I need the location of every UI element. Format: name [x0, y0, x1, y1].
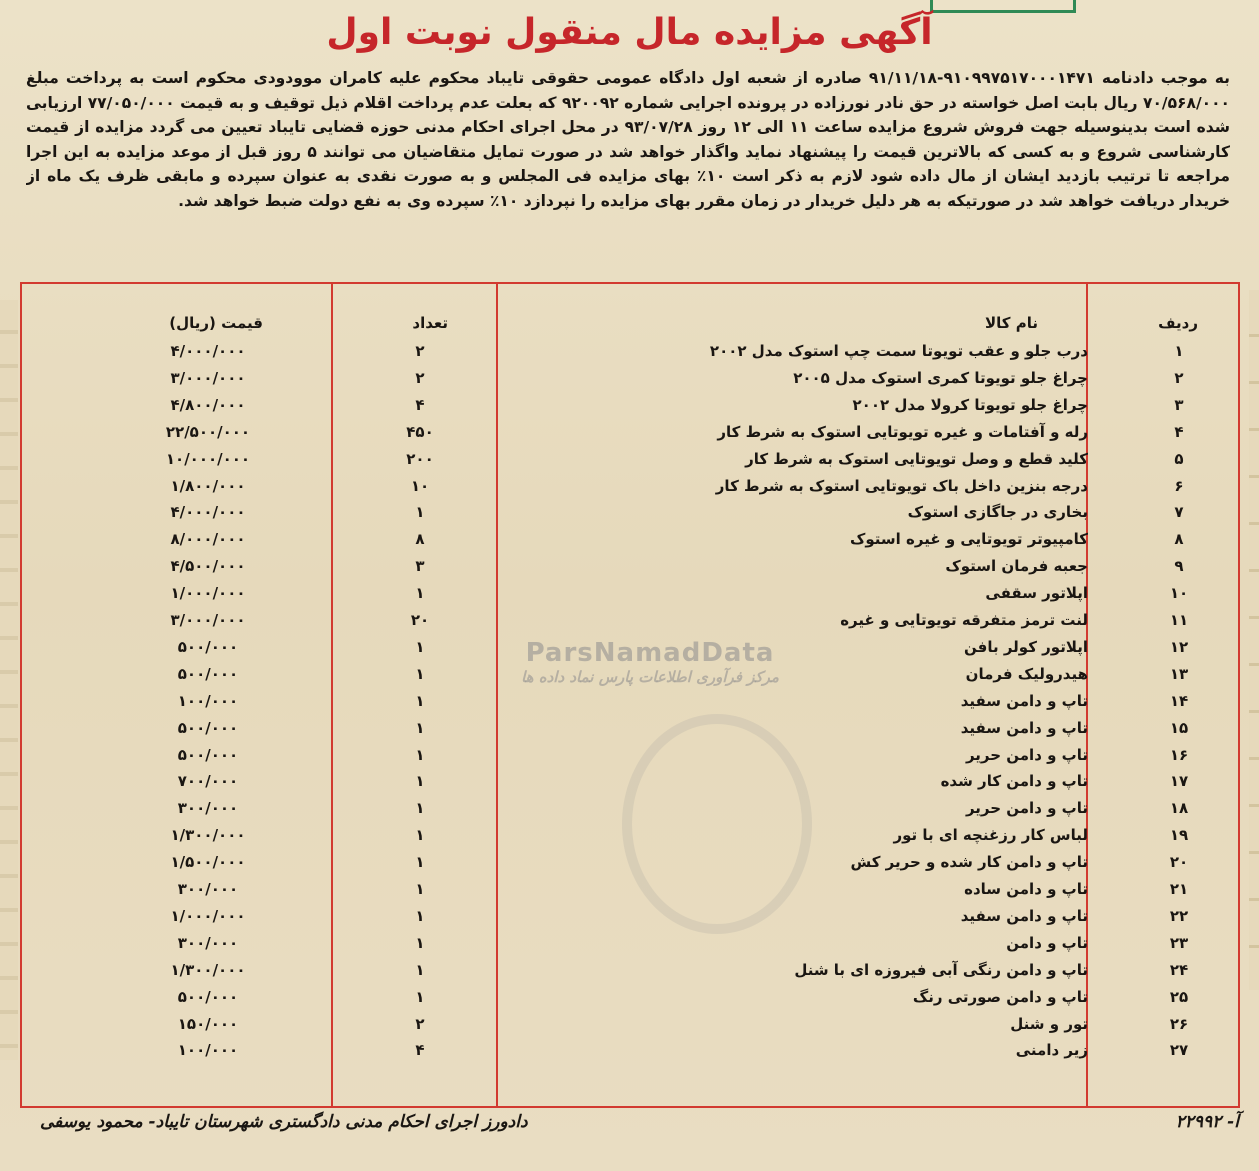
row-price: ۵۰۰/۰۰۰: [177, 718, 239, 737]
table-row: [22, 930, 1238, 956]
row-name: کامپیوتر تویوتایی و غیره استوک: [850, 530, 1088, 549]
row-qty: ۲: [415, 368, 425, 387]
row-qty: ۱: [415, 933, 425, 952]
row-idx: ۹: [1174, 557, 1184, 576]
table-row: [22, 607, 1238, 633]
row-name: تاپ و دامن ساده: [964, 880, 1088, 898]
row-name: لباس کار رزغنچه ای با تور: [893, 826, 1088, 845]
table-row: [22, 392, 1238, 418]
row-qty: ۱: [415, 960, 425, 979]
row-idx: ۱۱: [1169, 611, 1189, 629]
table-row: [22, 715, 1238, 741]
row-name: بخاری در جاگازی استوک: [907, 503, 1088, 522]
table-row: [22, 365, 1238, 391]
row-price: ۱۰۰/۰۰۰: [177, 691, 239, 710]
row-name: لنت ترمز متفرقه تویوتایی و غیره: [840, 611, 1088, 629]
table-row: [22, 473, 1238, 499]
row-qty: ۱۰: [410, 476, 430, 495]
row-idx: ۱۳: [1169, 664, 1189, 683]
table-row: [22, 499, 1238, 525]
row-qty: ۴: [415, 395, 425, 414]
row-price: ۴/۸۰۰/۰۰۰: [170, 395, 246, 414]
row-price: ۲۲/۵۰۰/۰۰۰: [165, 422, 251, 441]
row-qty: ۳: [415, 557, 425, 576]
row-qty: ۸: [415, 530, 425, 549]
right-edge-scrap: [1249, 290, 1259, 990]
row-idx: ۱۶: [1169, 745, 1189, 764]
row-idx: ۳: [1174, 395, 1184, 414]
row-price: ۸/۰۰۰/۰۰۰: [170, 530, 246, 549]
row-idx: ۱۰: [1169, 584, 1189, 603]
table-row: [22, 1011, 1238, 1037]
intro-paragraph: به موجب دادنامه ۹۱۰۹۹۷۵۱۷۰۰۰۱۴۷۱-۹۱/۱۱/۱۸ صادره از شعبه اول دادگاه عمومی حقوقی تایباد محکوم علیه کامران موودودی محکوم است به پرداخت مبلغ ۷۰/۵۶۸/۰۰۰ ریال بابت اصل خواسته در حق نادر نورزاده در پرونده اجرایی شماره ۹۲۰۰۹۲ که بعلت عدم پرداخت اقلام ذیل توقیف و به قیمت ۷۷/۰۵۰/۰۰۰ ارزیابی شده است بدینوسیله جهت فروش شروع مزایده ساعت ۱۱ الی ۱۲ روز ۹۳/۰۷/۲۸ در محل اجرای احکام مدنی حوزه قضایی تایباد تعیین می گردد مزایده از قیمت کارشناسی شروع و به کسی که بالاترین قیمت را پیشنهاد نماید واگذار خواهد شد در صورت تمایل متقاضیان می توانند ۵ روز قبل از موعد مزایده به این اجرا مراجعه تا ترتیب بازدید ایشان از مال داده شود لازم به ذکر است ۱۰٪ بهای مزایده فی المجلس و به صورت نقدی به عنوان سپرده و مابقی ظرف یک ماه از خریدار دریافت خواهد شد در صورتیکه به هر دلیل خریدار در زمان مقرر بهای مزایده را نپردازد ۱۰٪ سپرده وی به نفع دولت ضبط خواهد شد.: [26, 69, 1230, 210]
row-idx: ۲۲: [1169, 906, 1189, 925]
row-name: تاپ و دامن حریر: [965, 745, 1088, 764]
row-price: ۱۰/۰۰۰/۰۰۰: [165, 449, 251, 468]
row-qty: ۱: [415, 853, 425, 872]
table-row: [22, 742, 1238, 768]
row-idx: ۲۴: [1169, 960, 1189, 979]
row-name: جعبه فرمان استوک: [945, 557, 1088, 576]
row-price: ۱۵۰/۰۰۰: [177, 1014, 239, 1033]
row-price: ۱/۰۰۰/۰۰۰: [170, 584, 246, 603]
table-row: [22, 446, 1238, 472]
row-price: ۱/۳۰۰/۰۰۰: [170, 960, 246, 979]
row-price: ۱/۸۰۰/۰۰۰: [170, 476, 246, 495]
row-qty: ۱: [415, 691, 425, 710]
row-idx: ۵: [1174, 449, 1184, 468]
table-row: [22, 984, 1238, 1010]
table-row: [22, 419, 1238, 445]
row-name: تاپ و دامن کار شده و حریر کش: [850, 853, 1088, 872]
row-idx: ۱۵: [1169, 718, 1189, 737]
row-price: ۱۰۰/۰۰۰: [177, 1041, 239, 1060]
row-name: تاپ و دامن کار شده: [940, 772, 1088, 791]
header-price: قیمت (ریال): [169, 314, 263, 332]
row-name: زیر دامنی: [1015, 1041, 1088, 1060]
row-idx: ۲۳: [1169, 933, 1189, 952]
row-price: ۵۰۰/۰۰۰: [177, 987, 239, 1006]
header-name: نام کالا: [984, 314, 1038, 332]
row-price: ۱/۳۰۰/۰۰۰: [170, 826, 246, 845]
row-idx: ۲۷: [1169, 1041, 1189, 1060]
row-name: تاپ و دامن سفید: [960, 906, 1088, 925]
table-row: [22, 903, 1238, 929]
row-name: هیدرولیک فرمان: [965, 664, 1088, 683]
row-qty: ۱: [415, 637, 425, 656]
row-qty: ۲۰: [410, 611, 430, 629]
row-qty: ۱: [415, 906, 425, 925]
header-idx: ردیف: [1158, 314, 1198, 332]
table-row: [22, 876, 1238, 902]
row-price: ۳۰۰/۰۰۰: [177, 880, 239, 898]
ad-code: آ- ۲۲۹۹۲: [1175, 1112, 1239, 1132]
row-idx: ۲۵: [1169, 987, 1189, 1006]
row-idx: ۲۰: [1169, 853, 1189, 872]
row-qty: ۱: [415, 718, 425, 737]
row-idx: ۲۶: [1169, 1014, 1189, 1033]
row-idx: ۶: [1174, 476, 1184, 495]
row-qty: ۱: [415, 799, 425, 818]
row-qty: ۱: [415, 880, 425, 898]
row-name: درجه بنزین داخل باک تویوتایی استوک به شرط کار: [715, 476, 1088, 495]
row-idx: ۷: [1174, 503, 1184, 522]
row-idx: ۲: [1174, 368, 1184, 387]
row-name: تور و شنل: [1010, 1014, 1088, 1033]
footer: [20, 1112, 1239, 1142]
row-price: ۴/۰۰۰/۰۰۰: [170, 503, 246, 522]
row-name: تاپ و دامن حریر: [965, 799, 1088, 818]
row-idx: ۱۲: [1169, 637, 1189, 656]
row-price: ۳/۰۰۰/۰۰۰: [170, 368, 246, 387]
row-price: ۵۰۰/۰۰۰: [177, 745, 239, 764]
row-price: ۴/۵۰۰/۰۰۰: [170, 557, 246, 576]
table-row: [22, 957, 1238, 983]
row-price: ۵۰۰/۰۰۰: [177, 637, 239, 656]
row-name: چراغ جلو تویوتا کرولا مدل ۲۰۰۲: [852, 395, 1088, 414]
row-price: ۳/۰۰۰/۰۰۰: [170, 611, 246, 629]
header-qty: تعداد: [412, 314, 448, 332]
left-edge-scrap: [0, 300, 18, 1060]
row-name: درب جلو و عقب تویوتا سمت چپ استوک مدل ۲۰۰۲: [709, 342, 1088, 360]
row-name: اپلاتور کولر بافن: [964, 637, 1088, 656]
table-row: [22, 688, 1238, 714]
watermark-latin: ParsNamadData: [525, 638, 775, 668]
row-idx: ۲۱: [1169, 880, 1189, 898]
row-price: ۳۰۰/۰۰۰: [177, 799, 239, 818]
table-row: [22, 580, 1238, 606]
row-qty: ۴۵۰: [406, 422, 434, 441]
row-price: ۱/۰۰۰/۰۰۰: [170, 906, 246, 925]
row-idx: ۱۷: [1169, 772, 1189, 791]
row-idx: ۱: [1174, 342, 1184, 360]
signature-line: دادورز اجرای احکام مدنی دادگستری شهرستان تایباد- محمود یوسفی: [40, 1112, 528, 1132]
row-idx: ۱۸: [1169, 799, 1189, 818]
row-price: ۳۰۰/۰۰۰: [177, 933, 239, 952]
row-idx: ۸: [1174, 530, 1184, 549]
row-qty: ۱: [415, 664, 425, 683]
row-qty: ۱: [415, 745, 425, 764]
row-idx: ۱۹: [1169, 826, 1189, 845]
watermark: [480, 638, 820, 686]
row-name: تاپ و دامن: [1006, 933, 1088, 952]
row-qty: ۲: [415, 342, 425, 360]
table-row: [22, 553, 1238, 579]
row-name: تاپ و دامن رنگی آبی فیروزه ای با شنل: [794, 960, 1088, 979]
row-qty: ۱: [415, 772, 425, 791]
row-price: ۵۰۰/۰۰۰: [177, 664, 239, 683]
row-idx: ۱۴: [1169, 691, 1189, 710]
table-row: [22, 526, 1238, 552]
row-qty: ۲۰۰: [406, 449, 434, 468]
row-price: ۱/۵۰۰/۰۰۰: [170, 853, 246, 872]
row-price: ۴/۰۰۰/۰۰۰: [170, 342, 246, 360]
row-name: اپلاتور سقفی: [985, 584, 1088, 603]
row-name: کلید قطع و وصل تویوتایی استوک به شرط کار: [745, 449, 1088, 468]
row-name: رله و آفتامات و غیره تویوتایی استوک به شرط کار: [717, 422, 1088, 441]
table-row: [22, 338, 1238, 364]
row-qty: ۱: [415, 987, 425, 1006]
row-name: تاپ و دامن سفید: [960, 718, 1088, 737]
watermark-persian: مرکز فرآوری اطلاعات پارس نماد داده ها: [521, 668, 779, 686]
row-qty: ۴: [415, 1041, 425, 1060]
row-qty: ۱: [415, 584, 425, 603]
page-title: آگهی مزایده مال منقول نوبت اول: [326, 12, 933, 53]
table-row: [22, 1037, 1238, 1063]
row-qty: ۱: [415, 503, 425, 522]
row-price: ۷۰۰/۰۰۰: [177, 772, 239, 791]
row-idx: ۴: [1174, 422, 1184, 441]
row-qty: ۲: [415, 1014, 425, 1033]
watermark-logo-icon: [622, 714, 812, 934]
row-name: تاپ و دامن سفید: [960, 691, 1088, 710]
row-name: چراغ جلو تویوتا کمری استوک مدل ۲۰۰۵: [793, 368, 1088, 387]
row-qty: ۱: [415, 826, 425, 845]
items-table: [20, 282, 1240, 1108]
row-name: تاپ و دامن صورتی رنگ: [912, 987, 1088, 1006]
